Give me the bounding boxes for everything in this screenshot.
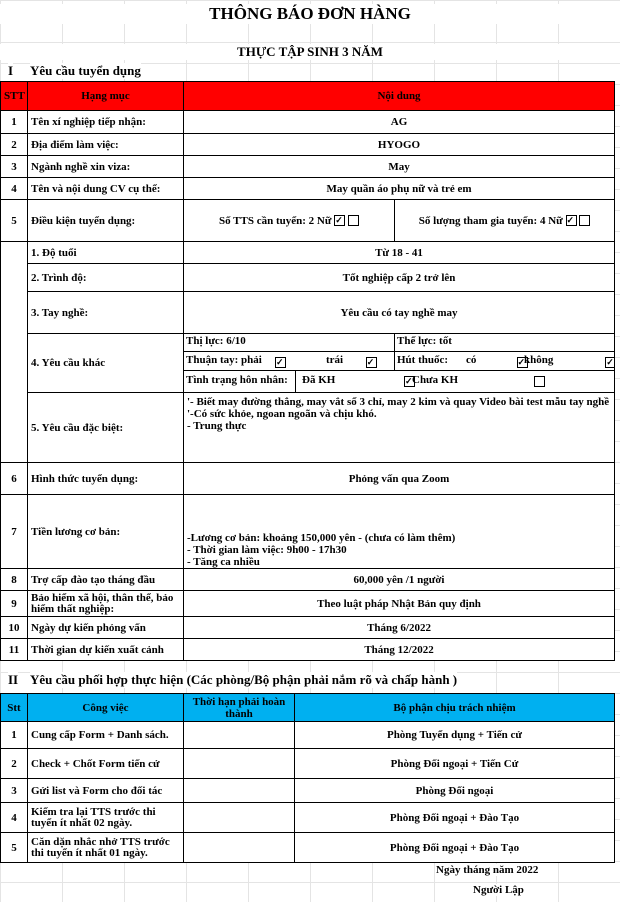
row-value: May quần áo phụ nữ và trẻ em	[184, 178, 615, 200]
row-value: Theo luật pháp Nhật Bản quy định	[184, 591, 615, 617]
education-label: 2. Trình độ:	[28, 264, 184, 292]
section1-heading: Yêu cầu tuyển dụng	[30, 63, 141, 78]
task-cell: Cung cấp Form + Danh sách.	[28, 722, 184, 749]
row-label: Tiền lương cơ bản:	[28, 495, 184, 569]
table-row	[1, 749, 615, 779]
other-requirements-label: 4. Yêu cầu khác	[28, 334, 184, 393]
table-row	[1, 617, 615, 639]
row-label: Ngành nghề xin viza:	[28, 156, 184, 178]
row-number: 2	[1, 134, 28, 156]
deadline-cell	[184, 803, 295, 833]
table-row	[1, 242, 615, 264]
skill-value: Yêu cầu có tay nghề may	[184, 292, 615, 334]
deadline-cell	[184, 833, 295, 863]
table-row	[1, 779, 615, 803]
other-requirements-cell	[184, 334, 615, 393]
task-cell: Check + Chốt Form tiến cử	[28, 749, 184, 779]
married-label: Đã KH	[302, 374, 336, 386]
special-line: '-Có sức khỏe, ngoan ngoãn và chịu khó.	[187, 408, 377, 420]
single-label: Chưa KH	[412, 374, 459, 386]
row-label: Hình thức tuyển dụng:	[28, 463, 184, 495]
interview-checkbox-checked[interactable]	[566, 215, 577, 226]
row-number: 10	[1, 617, 28, 639]
table-row	[1, 639, 615, 661]
section1-roman: I	[8, 63, 14, 78]
col-item-header: Hạng mục	[28, 82, 184, 111]
row-number: 3	[1, 156, 28, 178]
table-row	[1, 833, 615, 863]
row-number: 11	[1, 639, 28, 661]
marital-label: Tình trạng hôn nhân:	[186, 374, 288, 386]
education-value: Tốt nghiệp cấp 2 trở lên	[184, 264, 615, 292]
dept-cell: Phòng Đối ngoại + Đào Tạo	[295, 803, 615, 833]
salary-line: -Lương cơ bản: khoảng 150,000 yên - (chưa có làm thêm)	[187, 532, 456, 544]
row-number: 1	[1, 722, 28, 749]
smoking-label: Hút thuốc:	[397, 354, 449, 366]
row-number: 5	[1, 833, 28, 863]
table-row	[1, 292, 615, 334]
row-number: 5	[1, 200, 28, 242]
col-stt-header: STT	[1, 82, 28, 111]
row-label: Điều kiện tuyển dụng:	[28, 200, 184, 242]
table-row	[1, 111, 615, 134]
date-line: Ngày tháng năm 2022	[436, 864, 539, 876]
page-subtitle: THỰC TẬP SINH 3 NĂM	[0, 44, 620, 60]
table-row	[1, 200, 615, 242]
divider	[394, 334, 395, 352]
table-row	[1, 569, 615, 591]
row-value: AG	[184, 111, 615, 134]
empty-stt-cell	[1, 242, 28, 463]
row-number: 2	[1, 749, 28, 779]
row-label: Tên xí nghiệp tiếp nhận:	[28, 111, 184, 134]
row-value: Tháng 12/2022	[184, 639, 615, 661]
table-row	[1, 178, 615, 200]
divider	[394, 351, 395, 370]
dept-cell: Phòng Tuyển dụng + Tiến cử	[295, 722, 615, 749]
row-number: 3	[1, 779, 28, 803]
row-label: Tên và nội dung CV cụ thể:	[28, 178, 184, 200]
table-row	[1, 134, 615, 156]
row-number: 9	[1, 591, 28, 617]
coordination-table	[0, 693, 615, 863]
deadline-cell	[184, 722, 295, 749]
salary-line: - Tăng ca nhiều	[187, 556, 260, 568]
left-hand-checkbox[interactable]	[366, 357, 377, 368]
table-row	[1, 803, 615, 833]
row-label: Thời gian dự kiến xuất cảnh	[28, 639, 184, 661]
tts-interview-text: Số lượng tham gia tuyển: 4 Nữ	[418, 214, 563, 227]
row-number: 7	[1, 495, 28, 569]
col-task-header: Công việc	[28, 694, 184, 722]
needed-checkbox-empty[interactable]	[348, 215, 359, 226]
tts-needed-text: Số TTS cần tuyển: 2 Nữ	[219, 214, 332, 227]
row-value: HYOGO	[184, 134, 615, 156]
row-label: Bảo hiểm xã hội, thân thể, bảo hiểm thất nghiệp:	[28, 591, 184, 617]
smoking-no-checkbox[interactable]	[605, 357, 614, 368]
special-requirements-label: 5. Yêu cầu đặc biệt:	[28, 393, 184, 463]
table-row	[1, 722, 615, 749]
task-cell: Kiểm tra lại TTS trước thi tuyển ít nhất 02 ngày.	[28, 803, 184, 833]
row-label: Ngày dự kiến phỏng vấn	[28, 617, 184, 639]
table-row	[1, 495, 615, 569]
table-row	[1, 334, 615, 393]
col-dept-header: Bộ phận chịu trách nhiệm	[295, 694, 615, 722]
special-line: '- Biết may đường thẳng, may vắt sổ 3 chỉ, may 2 kim và quay Video bài test mẫu tay nghề	[187, 396, 610, 408]
tts-needed-cell	[184, 200, 395, 242]
age-value: Từ 18 - 41	[184, 242, 615, 264]
section2-roman: II	[8, 672, 19, 687]
divider	[184, 370, 614, 371]
row-label: Trợ cấp đào tạo tháng đầu	[28, 569, 184, 591]
task-cell: Căn dặn nhắc nhở TTS trước thi tuyển ít nhất 01 ngày.	[28, 833, 184, 863]
fitness-text: Thể lực: tốt	[397, 335, 452, 347]
table-row	[1, 463, 615, 495]
row-number: 4	[1, 178, 28, 200]
table-row	[1, 156, 615, 178]
tts-interview-cell	[395, 200, 615, 242]
age-label: 1. Độ tuổi	[28, 242, 184, 264]
hand-left-label: trái	[326, 354, 344, 366]
row-value: Tháng 6/2022	[184, 617, 615, 639]
vision-text: Thị lực: 6/10	[186, 335, 246, 347]
row-number: 4	[1, 803, 28, 833]
page-title: THÔNG BÁO ĐƠN HÀNG	[0, 4, 620, 24]
row-value: 60,000 yên /1 người	[184, 569, 615, 591]
task-cell: Gửi list và Form cho đối tác	[28, 779, 184, 803]
col-deadline-header: Thời hạn phải hoàn thành	[184, 694, 295, 722]
special-requirements-value	[184, 393, 615, 463]
table-row	[1, 591, 615, 617]
dept-cell: Phòng Đối ngoại + Đào Tạo	[295, 833, 615, 863]
row-value: Phỏng vấn qua Zoom	[184, 463, 615, 495]
table-row	[1, 393, 615, 463]
row-value: May	[184, 156, 615, 178]
single-checkbox[interactable]	[534, 376, 545, 387]
row-number: 1	[1, 111, 28, 134]
needed-checkbox-checked[interactable]	[334, 215, 345, 226]
deadline-cell	[184, 749, 295, 779]
signer-label: Người Lập	[473, 884, 524, 896]
right-hand-checkbox[interactable]	[275, 357, 286, 368]
smoking-no-label: không	[524, 354, 554, 366]
row-label: Địa điểm làm việc:	[28, 134, 184, 156]
section2-heading: Yêu cầu phối hợp thực hiện (Các phòng/Bộ phận phải nắm rõ và chấp hành )	[30, 672, 458, 687]
dept-cell: Phòng Đối ngoại	[295, 779, 615, 803]
col-content-header: Nội dung	[184, 82, 615, 111]
col-stt-header: Stt	[1, 694, 28, 722]
row-number: 8	[1, 569, 28, 591]
hand-label: Thuận tay: phải	[186, 354, 262, 366]
smoking-yes-label: có	[466, 354, 477, 366]
table-row	[1, 264, 615, 292]
requirements-table	[0, 81, 615, 661]
salary-value	[184, 495, 615, 569]
interview-checkbox-empty[interactable]	[579, 215, 590, 226]
skill-label: 3. Tay nghề:	[28, 292, 184, 334]
divider	[184, 351, 614, 352]
dept-cell: Phòng Đối ngoại + Tiến Cử	[295, 749, 615, 779]
row-number: 6	[1, 463, 28, 495]
divider	[295, 370, 296, 392]
special-line: - Trung thực	[187, 420, 247, 432]
deadline-cell	[184, 779, 295, 803]
salary-line: - Thời gian làm việc: 9h00 - 17h30	[187, 544, 347, 556]
